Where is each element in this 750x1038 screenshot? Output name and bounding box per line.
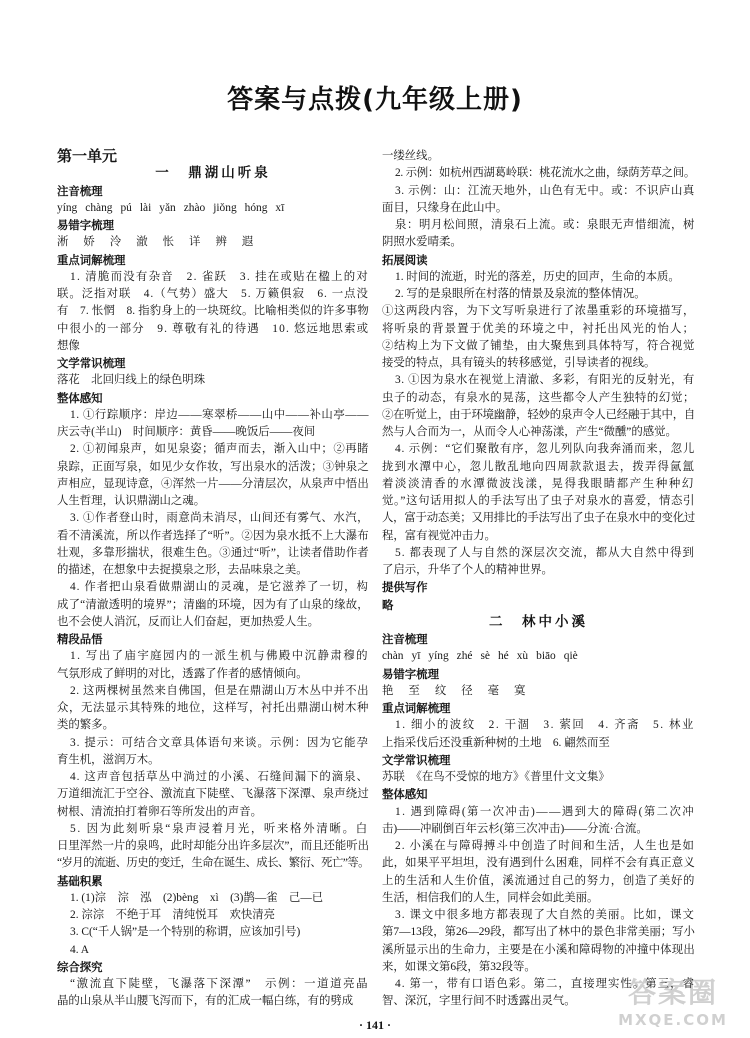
text-line (382, 976, 695, 993)
heading-text: 易错字梳理 (382, 666, 439, 681)
text-line (382, 183, 695, 200)
line-text: 2. 示例：如杭州西湖葛岭联：桃花流水之曲，绿荫芳草之间。 (395, 167, 695, 180)
text-line (382, 528, 695, 545)
line-text: 着淡淡清香的水潭微波浅漾，晃得我眼睛都产生种种幻 (382, 477, 695, 490)
line-text: 阴照水爱晴柔。 (382, 236, 462, 249)
text-line (57, 648, 369, 665)
text-line (57, 993, 369, 1010)
heading-text: 重点词解梳理 (382, 701, 451, 715)
line-text: 来，如课文第6段，第32段等。 (382, 960, 536, 973)
heading-text: 注音梳理 (382, 632, 428, 646)
section-heading (382, 579, 695, 596)
text-line (382, 441, 695, 458)
line-text: 泉踪，正面写泉，如见少女作妆，写出泉水的活泼；③钟泉之 (57, 460, 369, 473)
text-line (382, 234, 695, 251)
line-text: 泉：明月松间照，清泉石上流。或：泉眼无声惜细流，树 (395, 219, 695, 231)
line-text: 的描述，在想象中去捉摸泉之形，去品味泉之美。 (57, 564, 308, 576)
text-line (57, 735, 369, 752)
text-line (382, 855, 695, 872)
answer-paragraph (382, 303, 695, 372)
text-line (57, 372, 369, 389)
text-line (57, 855, 369, 872)
error-char: 径 (461, 684, 473, 697)
answer-paragraph (57, 648, 369, 683)
pinyin-item: yǎn (159, 201, 176, 214)
line-text: 2. 这两棵树虽然来自佛国，但是在鼎湖山万木丛中并不出 (70, 684, 369, 697)
text-line (382, 476, 695, 493)
pinyin-item: xī (275, 201, 285, 214)
heading-text: 易错字梳理 (57, 218, 114, 232)
line-text: 了启示，升华了个人的精神世界。 (382, 564, 553, 576)
heading-text: 文学常识梳理 (57, 356, 126, 370)
line-text: 人生哲理，认识鼎湖山之魂。 (57, 495, 206, 507)
text-line (57, 804, 369, 821)
line-text: 4. 第一，带有口语色彩。第二，直接理实性。第三，睿 (395, 978, 695, 990)
heading-text: 第一单元 (57, 147, 118, 165)
line-text: 第7—13段，第26—29段，都写出了林中的景色非常美丽；写小 (382, 926, 695, 939)
line-text: 虫子的动态，有泉水的晃荡，这些都令人产生独特的幻觉； (382, 391, 695, 404)
answer-paragraph (57, 924, 369, 941)
text-line (382, 890, 695, 907)
page-number: · 141 · (358, 1018, 391, 1032)
line-text: “岁月的流逝、历史的变迁，生命在诞生、成长、繁衍、死亡”等。 (57, 857, 369, 870)
text-line (382, 821, 695, 838)
answer-paragraph (382, 165, 695, 182)
line-text: 众，无法显示其特殊的地位，这样写，衬托出鼎湖山树木种 (57, 702, 369, 714)
page-title: 答案与点拨(九年级上册) (227, 85, 523, 115)
line-text: 3. ①因为泉水在视觉上清澈、多彩，有阳光的反射光，有 (395, 374, 695, 387)
pinyin-item: chàn (382, 650, 404, 663)
text-line (382, 217, 695, 234)
pinyin-item: sè (480, 650, 490, 663)
text-line (57, 976, 369, 993)
line-text: 人，富于动态美；又用排比的手法写出了虫子在泉水中的变化过 (382, 512, 695, 525)
line-text: 气氛形成了鲜明的对比，透露了作者的感情倾向。 (57, 667, 308, 680)
answer-paragraph (382, 372, 695, 441)
text-line (382, 562, 695, 579)
answer-paragraph (382, 441, 695, 545)
text-line (57, 786, 369, 803)
pinyin-item: qiè (563, 650, 578, 663)
answer-paragraph (382, 907, 695, 976)
line-text: 1. 时间的流逝，时光的落差，历史的回声，生命的本质。 (395, 270, 680, 283)
line-text: 1. 细小的波纹 2. 干涸 3. 萦回 4. 齐斋 5. 林业 (395, 719, 695, 732)
text-line (382, 717, 695, 734)
line-text: 程，富有视觉冲击力。 (382, 529, 496, 542)
answer-paragraph (382, 838, 695, 907)
line-text: 4. 示例：“它们聚散有序，忽儿列队向我奔涌而来，忽儿 (395, 443, 695, 456)
error-char: 澈 (136, 236, 148, 249)
heading-text: 注音梳理 (57, 183, 103, 198)
section-heading (57, 631, 369, 648)
line-text: 然与人合而为一，从而令人心神荡漾，产生“微醺”的感觉。 (382, 426, 677, 438)
text-line (382, 804, 695, 821)
line-text: 苏联 《在鸟不受惊的地方》《普里什文文集》 (382, 771, 610, 783)
text-line (57, 614, 369, 631)
line-text: 想像 (57, 339, 80, 352)
pinyin-item: jiǒng (213, 201, 237, 214)
text-line (382, 303, 695, 320)
text-line (382, 286, 695, 303)
line-text: 1. ①行踪顺序：岸边——寒翠桥——山中——补山亭—— (70, 408, 369, 421)
line-text: ①这两段内容，为下文写听泉进行了浓墨重彩的环境描写， (382, 305, 695, 318)
line-text: 生活，相信我们的人生，同样会如此美丽。 (382, 891, 599, 904)
error-char-list (382, 683, 695, 700)
text-line (382, 459, 695, 476)
unit-heading (57, 148, 369, 165)
pinyin-item: zhào (183, 201, 206, 214)
lesson-heading (382, 614, 695, 631)
text-line (382, 424, 695, 441)
section-heading (382, 631, 695, 648)
line-text: ②在听觉上，由于环境幽静，轻妙的泉声令人已经融于其中，自 (382, 408, 695, 421)
text-line (382, 545, 695, 562)
answer-paragraph (57, 942, 369, 959)
text-line (382, 993, 695, 1010)
answer-paragraph (382, 269, 695, 286)
heading-text: 二 林中小溪 (489, 613, 588, 630)
line-text: 类的繁多。 (57, 719, 114, 732)
text-line (57, 459, 369, 476)
text-line (57, 493, 369, 510)
bold-note (382, 597, 695, 614)
answer-paragraph (57, 683, 369, 735)
error-char: 艳 (382, 684, 394, 697)
line-text: “激流直下陡壁，飞瀑落下深潭” 示例：一道道亮晶 (70, 978, 369, 990)
error-char: 详 (189, 236, 201, 249)
text-line (57, 769, 369, 786)
line-text: 上指采伐后还没重新种树的土地 6. 翩然而至 (382, 736, 610, 749)
line-text: 万道细流汇于空谷、激流直下陡壁、飞瀑落下深潭、泉声绕过 (57, 788, 369, 801)
text-line (382, 493, 695, 510)
error-char: 毫 (487, 684, 500, 697)
text-line (57, 924, 369, 941)
pinyin-item: hé (497, 650, 509, 663)
heading-text: 整体感知 (57, 390, 103, 405)
line-text: 将听泉的背景置于优美的环境之中，衬托出风光的怡人； (382, 322, 695, 335)
error-char: 遐 (241, 236, 254, 249)
answer-paragraph (57, 407, 369, 442)
line-text: 5. 都表现了人与自然的深层次交流，都从大自然中得到 (395, 546, 695, 559)
line-text: 2. 淙淙 不绝于耳 清纯悦耳 欢快清亮 (70, 909, 276, 921)
error-char: 寞 (514, 684, 526, 697)
pinyin-item: biāo (536, 650, 556, 663)
line-text: 3. C(“千人锅”是一个特别的称谓，应该加引号) (70, 926, 301, 939)
line-text: 击)——冲刷倒百年云杉(第三次冲击)——分流·合流。 (382, 822, 648, 835)
text-line (57, 752, 369, 769)
text-line (57, 700, 369, 717)
section-heading (57, 355, 369, 372)
heading-text: 基础积累 (57, 873, 103, 888)
answer-paragraph (57, 441, 369, 510)
line-text: 1. 写出了庙宇庭园内的一派生机与佛殿中沉静肃穆的 (70, 650, 369, 663)
text-line (57, 666, 369, 683)
text-line (57, 424, 369, 441)
line-text: 也不会使人消沉，反而让人们奋起，更加热爱人生。 (57, 615, 319, 628)
heading-text: 重点词解梳理 (57, 252, 126, 267)
line-text: 1. 清脆而没有杂音 2. 雀跃 3. 挂在或贴在楹上的对 (70, 270, 369, 283)
section-heading (382, 666, 695, 683)
error-char: 怅 (162, 236, 175, 249)
line-text: 1. 遇到障碍(第一次冲击)——遇到大的障碍(第二次冲 (395, 805, 695, 818)
text-line (57, 321, 369, 338)
text-line (382, 355, 695, 372)
heading-text: 略 (382, 597, 394, 612)
line-text: 2. ①初闻泉声，如见泉姿；循声而去，渐入山中；②再睹 (70, 443, 369, 456)
text-line (57, 286, 369, 303)
heading-text: 精段品悟 (57, 632, 103, 646)
error-char: 辨 (215, 236, 227, 249)
pinyin-item: yíng (57, 201, 78, 214)
line-text: 面目，只缘身在此山中。 (382, 201, 508, 214)
line-text: 1. (1)淙 淙 泓 (2)bèng xì (3)鹊—雀 己—已 (70, 891, 324, 904)
answer-paragraph (382, 183, 695, 218)
text-line (57, 821, 369, 838)
answer-paragraph (57, 735, 369, 770)
answer-paragraph (57, 907, 369, 924)
answer-paragraph (382, 717, 695, 752)
line-text: 有 7. 怅惘 8. 指豹身上的一块斑纹。比喻相类似的许多事物 (57, 305, 369, 318)
text-line (57, 562, 369, 579)
text-line (382, 907, 695, 924)
line-text: 中很小的一部分 9. 尊敬有礼的待遇 10. 悠远地思索或 (57, 322, 369, 335)
section-heading (57, 217, 369, 234)
heading-text: 文学常识梳理 (382, 752, 451, 767)
text-line (382, 942, 695, 959)
watermark-brand: 答案圈 (627, 976, 718, 1009)
right-column (382, 148, 695, 1011)
line-text: 2. 小溪在与障碍搏斗中创造了时间和生活，人生也是如 (395, 840, 695, 852)
error-char: 淅 (57, 236, 69, 249)
pinyin-item: yī (411, 650, 421, 663)
text-line (382, 735, 695, 752)
pinyin-item: yíng (428, 650, 449, 663)
text-line (382, 148, 695, 165)
line-text: 溪所显示出的生命力，主要是在小溪和障碍物的冲撞中体现出 (382, 943, 695, 956)
line-text: 觉。”这句话用拟人的手法写出了虫子对泉水的喜爱，情态引 (382, 495, 695, 507)
heading-text: 一 鼎湖山听泉 (155, 165, 271, 182)
text-line (382, 873, 695, 890)
pinyin-list (57, 200, 369, 217)
line-text: 4. 这声音包括草丛中淌过的小溪、石缝间漏下的滴泉、 (70, 771, 369, 783)
section-heading (382, 700, 695, 717)
line-text: 5. 因为此刻听泉“泉声浸着月光，听来格外清晰。白 (70, 822, 369, 835)
line-text: 智、深沉，字里行间不时透露出灵气。 (382, 995, 576, 1008)
error-char: 泠 (109, 236, 122, 249)
text-line (382, 165, 695, 182)
line-text: 3. ①作者登山时，雨意尚未消尽，山间还有雾气、水汽， (70, 512, 369, 525)
line-text: 4. 作者把山泉看做鼎湖山的灵魂，是它滋养了一切，构 (70, 581, 369, 594)
text-line (57, 269, 369, 286)
line-text: 落花 北回归线上的绿色明珠 (57, 374, 206, 387)
text-line (57, 407, 369, 424)
text-line (57, 510, 369, 527)
pinyin-item: zhé (456, 650, 473, 663)
text-line (57, 717, 369, 734)
line-text: 拢到水潭中心，忽儿散乱地向四周款款退去，拨弄得氤氲 (382, 460, 695, 473)
line-text: 看不清溪流，所以作者选择了“听”。②因为泉水抵不上大瀑布 (57, 529, 369, 542)
answer-paragraph (57, 372, 369, 389)
error-char: 娇 (83, 236, 95, 249)
text-line (382, 269, 695, 286)
answer-paragraph (57, 769, 369, 821)
text-line (382, 959, 695, 976)
line-text: 2. 写的是泉眼所在村落的情景及泉流的整体情况。 (395, 288, 646, 300)
answer-paragraph (57, 269, 369, 355)
answer-paragraph (382, 769, 695, 786)
pinyin-item: xù (516, 650, 529, 663)
answer-paragraph (57, 976, 369, 1011)
pinyin-item: chàng (85, 201, 113, 214)
text-line (382, 407, 695, 424)
text-line (57, 545, 369, 562)
text-line (57, 890, 369, 907)
section-heading (382, 786, 695, 803)
error-char: 至 (408, 684, 420, 697)
line-text: 3. 课文中很多地方都表现了大自然的美丽。比如，课文 (395, 909, 695, 921)
text-line (57, 303, 369, 320)
answer-paragraph (57, 890, 369, 907)
answer-paragraph (382, 976, 695, 1011)
text-line (382, 924, 695, 941)
section-heading (57, 183, 369, 200)
pinyin-item: pú (120, 201, 132, 214)
answer-paragraph (382, 804, 695, 839)
line-text: 接受的特点，具有镜头的转移感觉，引导读者的视线。 (382, 357, 656, 369)
pinyin-item: hóng (244, 201, 268, 214)
text-line (382, 769, 695, 786)
lesson-heading (57, 165, 369, 182)
line-text: 一缕丝线。 (382, 150, 439, 162)
error-char-list (57, 234, 369, 251)
heading-text: 拓展阅读 (382, 252, 428, 267)
line-text: ②结构上为下文做了铺垫，由大聚焦到具体特写，符合视觉 (382, 339, 695, 352)
text-line (382, 372, 695, 389)
line-text: 树根、清流拍打着卵石等所发出的声音。 (57, 805, 263, 818)
text-line (57, 907, 369, 924)
section-heading (57, 252, 369, 269)
answer-paragraph (382, 286, 695, 303)
heading-text: 综合探究 (57, 959, 103, 974)
line-text: 晶的山泉从半山腰飞泻而下，有的汇成一幅白练，有的劈成 (57, 995, 354, 1008)
line-text: 联。泛指对联 4.（气势）盛大 5. 万籁俱寂 6. 一点没 (57, 288, 369, 300)
line-text: 成了“清澈透明的境界”；清幽的环境，因为有了山泉的缘故， (57, 598, 369, 611)
section-heading (57, 873, 369, 890)
text-line (57, 476, 369, 493)
line-text: 庆云寺(半山) 时间顺序：黄昏——晚饭后——夜间 (57, 426, 316, 438)
answer-paragraph (57, 579, 369, 631)
error-char: 纹 (434, 684, 447, 697)
pinyin-item: lài (139, 201, 152, 214)
answer-paragraph (382, 148, 695, 165)
text-line (57, 579, 369, 596)
text-line (382, 200, 695, 217)
text-line (382, 510, 695, 527)
answer-paragraph (382, 545, 695, 580)
text-line (382, 838, 695, 855)
text-line (57, 441, 369, 458)
answer-paragraph (57, 510, 369, 579)
text-line (57, 597, 369, 614)
section-heading (57, 390, 369, 407)
section-heading (382, 752, 695, 769)
line-text: 上的生活和人生价值，溪流通过自己的努力，创造了美好的 (382, 874, 695, 887)
section-heading (57, 959, 369, 976)
line-text: 3. 提示：可结合文章具体语句来谈。示例：因为它能孕 (70, 736, 369, 749)
text-line (57, 338, 369, 355)
text-line (382, 390, 695, 407)
line-text: 声相应，显现诗意，④浑然一片——分清层次，从泉声中悟出 (57, 477, 369, 490)
text-line (57, 942, 369, 959)
heading-text: 整体感知 (382, 787, 428, 802)
line-text: 育生机，滋润万木。 (57, 753, 160, 766)
line-text: 4. A (70, 943, 89, 956)
line-text: 3. 示例：山：江流天地外，山色有无中。或：不识庐山真 (395, 184, 695, 197)
line-text: 日里浑然一片的泉鸣，此时却能分出许多层次”，而且还能听出 (57, 840, 369, 852)
text-line (382, 321, 695, 338)
section-heading (382, 252, 695, 269)
text-line (57, 838, 369, 855)
text-line (57, 528, 369, 545)
line-text: 此，如果平平坦坦，没有遇到什么困难，同样不会有真正意义 (382, 857, 695, 870)
text-line (57, 683, 369, 700)
pinyin-list (382, 648, 695, 665)
text-line (382, 338, 695, 355)
heading-text: 提供写作 (382, 580, 428, 595)
watermark-site: MXQE.COM (618, 1011, 728, 1029)
answer-paragraph (57, 821, 369, 873)
left-column (57, 148, 369, 1011)
line-text: 壮观，多靠形揣状，很难生色。③通过“听”，让读者借助作者 (57, 546, 369, 559)
answer-paragraph (382, 217, 695, 252)
